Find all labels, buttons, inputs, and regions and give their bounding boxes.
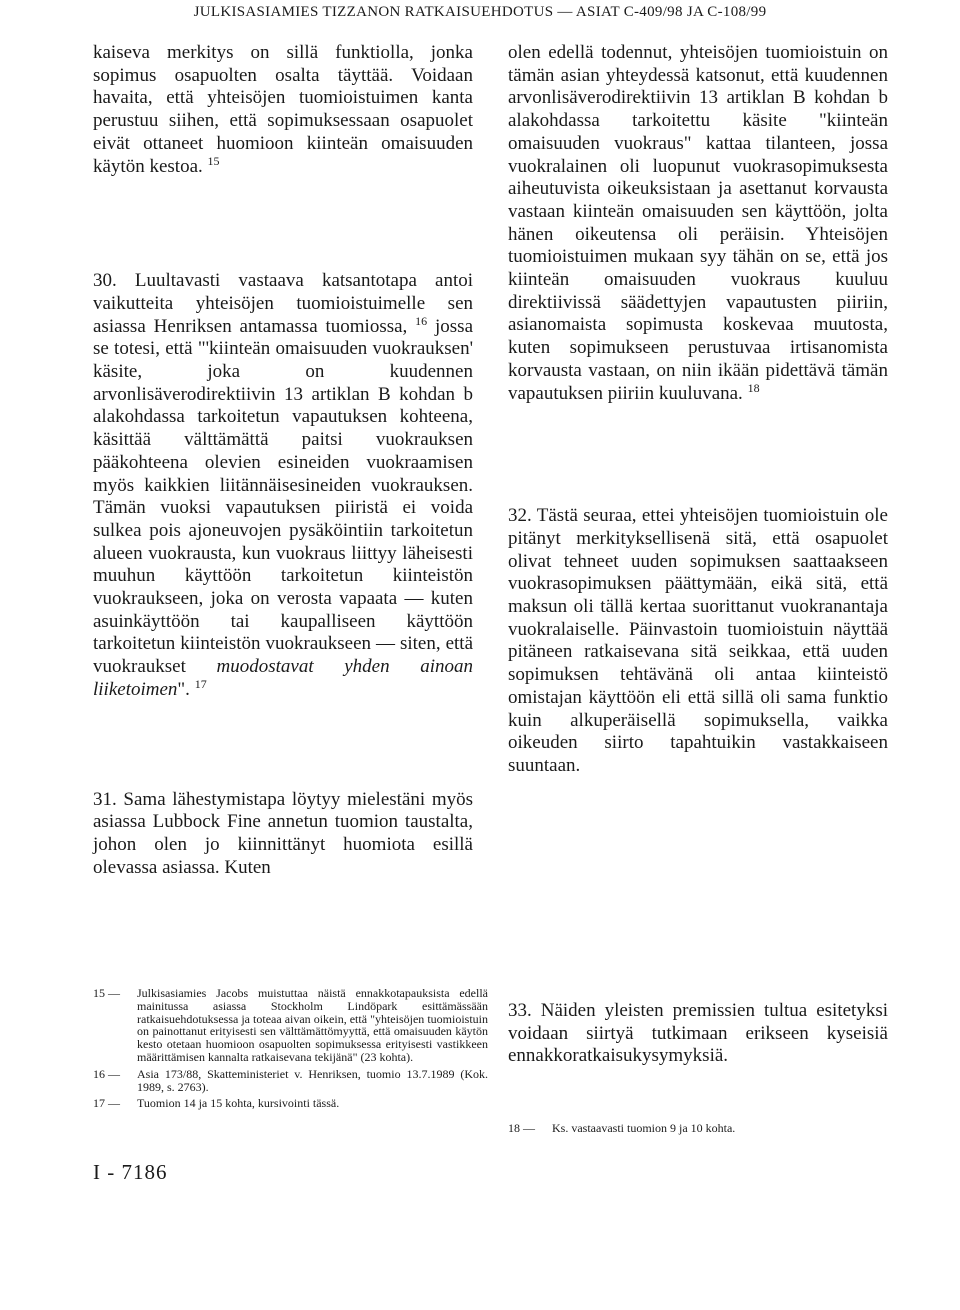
footnote-number: 18 — (508, 1121, 535, 1135)
footnote-number: 17 — (93, 1096, 120, 1111)
footnote-text: Ks. vastaavasti tuomion 9 ja 10 kohta. (552, 1121, 736, 1135)
footnote-18 (508, 1122, 888, 1135)
right-column (508, 42, 888, 778)
footnote-ref[interactable]: 17 (194, 676, 207, 691)
footnote-number: 16 — (93, 1066, 120, 1081)
page-number: I - 7186 (93, 1160, 168, 1184)
paragraph-text: ". (177, 678, 190, 700)
footnote-ref[interactable]: 18 (747, 380, 760, 395)
footnote-text: Asia 173/88, Skatteministeriet v. Henriksen, tuomio 13.7.1989 (Kok. 1989, s. 2763). (137, 1066, 488, 1094)
paragraph-32: 32. Tästä seuraa, ettei yhteisöjen tuomioistuin ole pitänyt merkityksellisenä sitä, että osapuolet olivat tehneet uuden sopimuksen saattaakseen vuokrasopimuksen päättymään, eikä sitä, että maksun oli tällä kertaa suorittanut vuokranantaja vuokralaiselle. Päinvastoin tuomioistuin näyttää pitäneen ratkaisevana sitä seikkaa, että uuden sopimuksen tehtävänä oli antaa kiinteistö omistajan käyttöön eli että sillä oli sama funktio kuin alkuperäisellä sopimuksella, vaikka oikeuden siirto tapahtuikin vastakkaiseen suuntaan. (508, 505, 888, 776)
right-lower-block (508, 1000, 888, 1068)
paragraph-text: kaiseva merkitys on sillä funktiolla, jonka sopimus osapuolten osalta täyttää. Voidaan havaita, että yhteisöjen tuomioistuimen kanta perustuu siihen, että sopimuksessaan osapuolet eivät ottaneet huomioon kiinteän omaisuuden käytön kestoa. (93, 42, 473, 177)
paragraph-continuation (93, 42, 473, 178)
footnote-15 (93, 987, 488, 1064)
running-head: JULKISASIAMIES TIZZANON RATKAISUEHDOTUS — ASIAT C-409/98 JA C-108/99 (193, 4, 767, 20)
paragraph-30 (93, 270, 473, 701)
paragraph-text: 30. Luultavasti vastaava katsantotapa antoi vaikutteita yhteisöjen tuomioistuimelle sen asiassa Henriksen antamassa tuomiossa, (93, 270, 473, 337)
left-column (93, 42, 473, 879)
footnote-ref[interactable]: 15 (207, 153, 220, 168)
paragraph-31: 31. Sama lähestymistapa löytyy mielestäni myös asiassa Lubbock Fine annetun tuomion taustalta, johon olen jo kiinnittänyt huomiota esillä olevassa asiassa. Kuten (93, 788, 473, 878)
footnote-text: Tuomion 14 ja 15 kohta, kursivointi tässä. (137, 1096, 340, 1111)
paragraph-text: jossa se totesi, että "'kiinteän omaisuuden vuokrauksen' käsite, joka on kuudennen arvonlisäverodirektiivin 13 artiklan B kohdan b alakohdassa tarkoitetun vapautuksen kohteena, käsittää välttämättä paitsi vuokrauksen pääkohteena olevien esineiden vuokraamisen myös kaikkien liitännäisesineiden vuokrauksen. Tämän vuoksi vapautuksen piiristä ei voida sulkea pois ajoneuvojen pysäköintiin tarkoitetun alueen vuokrausta, kun vuokraus liittyy läheisesti muuhun käyttöön tarkoitetun kiinteistön vuokraukseen, joka on verosta vapaata — kuten asuinkäyttöön tai kaupalliseen käyttöön tarkoitetun kiinteistön vuokraukseen — siten, että vuokraukset (93, 315, 474, 678)
footnote-16 (93, 1068, 488, 1094)
footnote-ref[interactable]: 16 (415, 313, 428, 328)
paragraph-continuation (508, 42, 888, 405)
footnote-number: 15 — (93, 986, 120, 1000)
paragraph-italic-text: muodostavat yhden ainoan liiketoimen (93, 656, 473, 700)
footnotes (93, 987, 488, 1114)
footnote-17 (93, 1097, 488, 1110)
paragraph-text: olen edellä todennut, yhteisöjen tuomioistuin on tämän asian yhteydessä katsonut, että kuudennen arvonlisäverodirektiivin 13 artiklan B kohdan b alakohdassa tarkoitettu käsite "kiinteän omaisuuden vuokraus" kattaa tilanteen, jossa vuokralainen oli luopunut vuokrasopimuksesta aiheutuvista oikeuksistaan ja asettanut korvausta vastaan kiinteän omaisuuden sen käyttöön, jolta hänen oikeutensa oli peräisin. Yhteisöjen tuomioistuimen mukaan syy tähän on se, että jos kiinteän omaisuuden vuokraus kuuluu direktiivissä säädettyjen vapautusten piiriin, asianomaista sopimusta koskevaa muutosta, kuten sopimukseen perustuvaa irtisanomista korvausta vastaan, on niin ikään pidettävä tämän vapautuksen piiriin kuuluvana. (508, 42, 888, 404)
footnote-text: Julkisasiamies Jacobs muistuttaa näistä ennakkotapauksista edellä mainitussa asiassa Stockholm Lindöpark esittämässään ratkaisuehdotuksessa ja toteaa aivan oikein, että "yhteisöjen tuomioistuin on painottanut erityisesti sen välttämättömyyttä, että omaisuuden käytön kesto otetaan huomioon osapuolten sopimuksessa erityisesti vastikkeen määrittämisen kannalta ratkaisevana tekijänä" (23 kohta). (137, 986, 488, 1064)
paragraph-33: 33. Näiden yleisten premissien tultua esitetyksi voidaan siirtyä tutkimaan erikseen kyseisiä ennakkoratkaisukysymyksiä. (508, 1000, 888, 1067)
